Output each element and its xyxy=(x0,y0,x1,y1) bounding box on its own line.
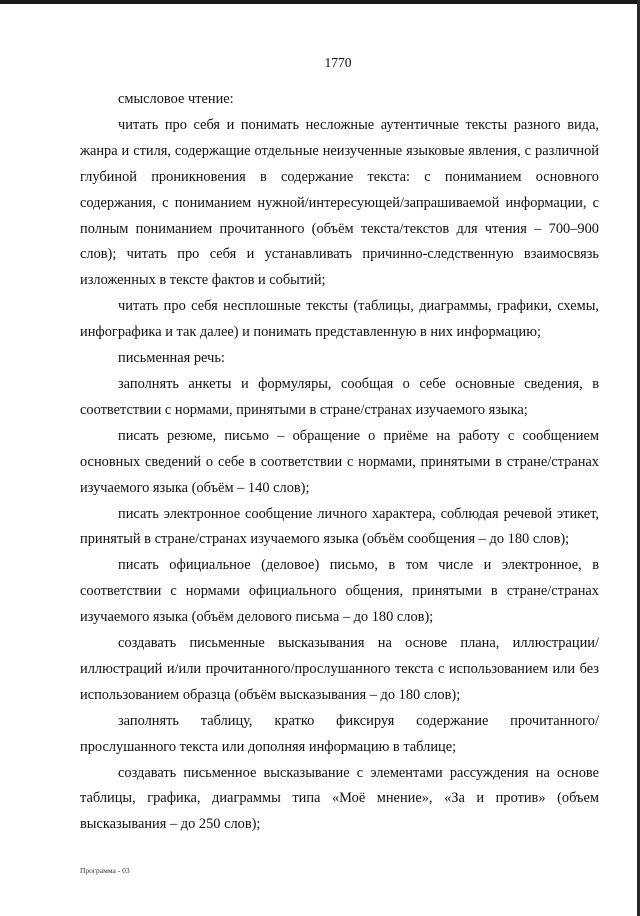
paragraph-writing-heading: письменная речь: xyxy=(118,350,225,367)
paragraph-fill-table: заполнять таблицу, кратко фиксируя содержание прочитанного/прослушанного текста или дополняя информацию в таблице; xyxy=(80,712,599,755)
footer-label: Программа - 03 xyxy=(80,866,130,875)
paragraph-reading-authentic: читать про себя и понимать несложные аутентичные тексты разного вида, жанра и стиля, содержащие отдельные неизученные языковые явления, с различной глубиной проникновения в содержание текста: с пониманием основного содержания, с пониманием нужной/интересующей/запрашиваемой информации, с полным пониманием прочитанного (объём текста/текстов для чтения – 700–900 слов); читать про себя и устанавливать причинно-следственную взаимосвязь изложенных в тексте фактов и событий; xyxy=(80,116,599,289)
paragraph-reading-heading: смысловое чтение: xyxy=(118,91,234,107)
paragraph-reasoning: создавать письменное высказывание с элементами рассуждения на основе таблицы, графика, диаграммы типа «Моё мнение», «За и против» (объем высказывания – до 250 слов); xyxy=(80,764,599,833)
paragraph-forms: заполнять анкеты и формуляры, сообщая о себе основные сведения, в соответствии с нормами, принятыми в стране/странах изучаемого языка; xyxy=(80,375,599,418)
paragraph-email: писать электронное сообщение личного характера, соблюдая речевой этикет, принятый в стране/странах изучаемого языка (объём сообщения – до 180 слов); xyxy=(80,505,599,548)
paragraph-resume: писать резюме, письмо – обращение о приёме на работу с сообщением основных сведений о себе в соответствии с нормами, принятыми в стране/странах изучаемого языка (объём – 140 слов); xyxy=(80,427,599,496)
page-edge-top xyxy=(0,0,640,4)
paragraph-official-letter: писать официальное (деловое) письмо, в том числе и электронное, в соответствии с нормами официального общения, принятыми в стране/странах изучаемого языка (объём делового письма – до 180 слов); xyxy=(80,557,599,626)
page-number: 1770 xyxy=(324,55,352,70)
paragraph-written-statements: создавать письменные высказывания на основе плана, иллюстрации/иллюстраций и/или прочитанного/прослушанного текста с использованием или без использованием образца (объём высказывания – до 180 слов); xyxy=(80,635,599,703)
paragraph-reading-noncontinuous: читать про себя несплошные тексты (таблицы, диаграммы, графики, схемы, инфографика и так далее) и понимать представленную в них информацию; xyxy=(80,298,599,341)
document-body xyxy=(80,87,599,838)
